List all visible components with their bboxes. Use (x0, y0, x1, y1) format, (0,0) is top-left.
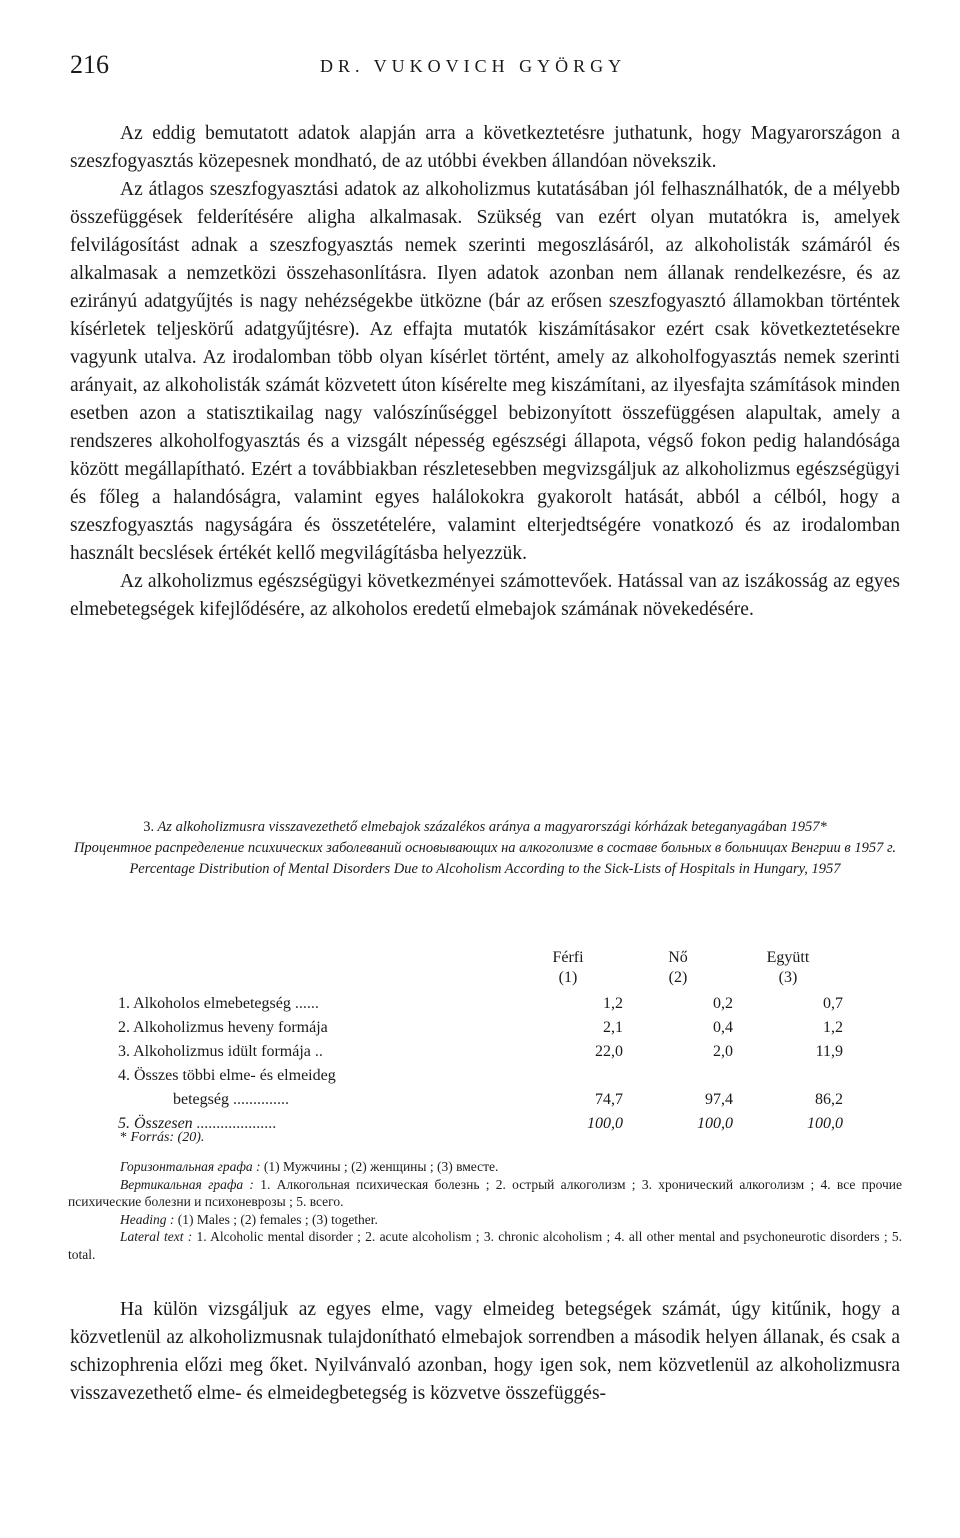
cell: 0,4 (713, 1019, 733, 1036)
cell: 22,0 (595, 1043, 623, 1060)
note-ru-heading: Горизонтальная графа : (1) Мужчины ; (2) женщины ; (3) вместе. (120, 1159, 499, 1174)
table-row (118, 1016, 843, 1040)
note-en-heading: Heading : (1) Males ; (2) females ; (3) together. (120, 1211, 378, 1227)
table-source (120, 1130, 204, 1146)
column-header: Együtt (3) (766, 949, 810, 986)
body-text-bottom (70, 1296, 900, 1408)
note-en-lateral: Lateral text : 1. Alcoholic mental disorder ; 2. acute alcoholism ; 3. chronic alcoholism ; 4. all other mental and psychoneurotic disorders ; 5. total. (68, 1229, 902, 1262)
cell: 100,0 (807, 1115, 843, 1132)
row-label: 3. Alkoholizmus idült formája .. (118, 1043, 323, 1060)
cell: 2,1 (603, 1019, 623, 1036)
cell: 100,0 (697, 1115, 733, 1132)
footnote-marker: * (120, 1130, 127, 1145)
column-header: Férfi (1) (552, 949, 584, 986)
cell: 1,2 (603, 995, 623, 1012)
paragraph: Az átlagos szeszfogyasztási adatok az alkoholizmus kutatásában jól felhasználhatók, de a mélyebb összefüggések felderítésére aligha alkalmasak. Szükség van ezért olyan mutatókra is, amelyek felvilágosítást adnak a szeszfogyasztás nemek szerinti megoszlásáról, az alkoholisták számáról és alkalmasak a nemzetközi összehasonlításra. Ilyen adatok azonban nem állanak rendelkezésre, és az ezirányú adatgyűjtés is nagy nehézségekbe ütközne (bár az erősen szeszfogyasztó államokban történtek kísérletek teljeskörű adatgyűjtésre). Az effajta mutatók kiszámításakor ezért csak következtetésekre vagyunk utalva. Az irodalomban több olyan kísérlet történt, amely az alkoholfogyasztás nemek szerinti arányait, az alkoholisták számát közvetett úton kísérelte meg kiszámítani, az ilyesfajta számítások minden esetben azon a statisztikailag nagy valószínűséggel bebizonyított összefüggésen alapultak, amely a rendszeres alkoholfogyasztás és a vizsgált népesség egészségi állapota, végső fokon pedig halandósága között megállapítható. Ezért a továbbiakban részletesebben megvizsgáljuk az alkoholizmus egészségügyi és főleg a halandóságra, valamint egyes halálokokra gyakorolt hatását, abból a célból, hogy a szeszfogyasztás nagyságára és összetételére, valamint elterjedtségére vonatkozó és az irodalomban használt becslések értékét kellő megvilágításba helyezzük. (70, 179, 900, 564)
table-caption (68, 818, 902, 881)
paragraph: Az eddig bemutatott adatok alapján arra a következtetésre juthatunk, hogy Magyarországon a szeszfogyasztás közepesnek mondható, de az utóbbi években állandóan növekszik. (70, 123, 900, 172)
cell: 11,9 (815, 1043, 843, 1060)
cell: 0,7 (823, 995, 843, 1012)
paragraph: Az alkoholizmus egészségügyi következményei számottevőek. Hatással van az iszákosság az egyes elmebetegségek kifejlődésére, az alkoholos eredetű elmebajok számának növekedésére. (70, 571, 900, 620)
table-row (118, 1040, 843, 1064)
caption-english: Percentage Distribution of Mental Disorders Due to Alcoholism According to the Sick-Lists of Hospitals in Hungary, 1957 (129, 861, 841, 877)
running-title: DR. VUKOVICH GYÖRGY (320, 56, 627, 76)
page-number: 216 (70, 50, 109, 79)
caption-russian: Процентное распределение психических заболеваний основывающих на алкоголизме в составе больных в больницах Венгрии в 1957 г. (73, 840, 897, 856)
cell: 2,0 (713, 1043, 733, 1060)
table-notes (68, 1158, 902, 1263)
row-label: 2. Alkoholizmus heveny formája (118, 1019, 328, 1036)
row-label: 5. Összesen .................... (118, 1115, 277, 1132)
cell: 100,0 (587, 1115, 623, 1132)
data-table (118, 948, 843, 1136)
cell: 74,7 (595, 1091, 623, 1108)
cell: 86,2 (815, 1091, 843, 1108)
page-header (70, 50, 900, 90)
table-header-row (118, 948, 843, 992)
table-row (118, 1064, 843, 1088)
column-header: Nő (2) (668, 949, 688, 986)
table-row (118, 1088, 843, 1112)
cell (623, 1064, 733, 1088)
row-label: 4. Összes többi elme- és elmeideg (118, 1067, 336, 1084)
paragraph: Ha külön vizsgáljuk az egyes elme, vagy elmeideg betegségek számát, úgy kitűnik, hogy a közvetlenül az alkoholizmusnak tulajdonítható elmebajok sorrendben a második helyen állanak, és csak a schizophrenia előzi meg őket. Nyilvánvaló azonban, hogy igen sok, nem közvetlenül az alkoholizmusra visszavezethető elme- és elmeidegbetegség is közvetve összefüggés- (70, 1299, 900, 1404)
cell: 0,2 (713, 995, 733, 1012)
cell (733, 1064, 843, 1088)
cell: 1,2 (823, 1019, 843, 1036)
source-text: Forrás: (20). (130, 1130, 205, 1145)
caption-hu-text: Az alkoholizmusra visszavezethető elmebajok százalékos aránya a magyarországi kórházak beteganyagában 1957* (157, 819, 827, 835)
header-empty (118, 948, 513, 992)
row-label: 1. Alkoholos elmebetegség ...... (118, 995, 319, 1012)
table-number: 3. (143, 819, 155, 835)
note-ru-vertical: Вертикальная графа : 1. Алкогольная психическая болезнь ; 2. острый алкоголизм ; 3. хронический алкоголизм ; 4. все прочие психические болезни и психоневрозы ; 5. всего. (68, 1176, 902, 1209)
cell (513, 1064, 623, 1088)
caption-hungarian (68, 818, 902, 837)
cell: 97,4 (705, 1091, 733, 1108)
body-text-top (70, 120, 900, 624)
row-label: betegség .............. (173, 1091, 289, 1108)
table-row (118, 992, 843, 1016)
table-row-total (118, 1112, 843, 1136)
